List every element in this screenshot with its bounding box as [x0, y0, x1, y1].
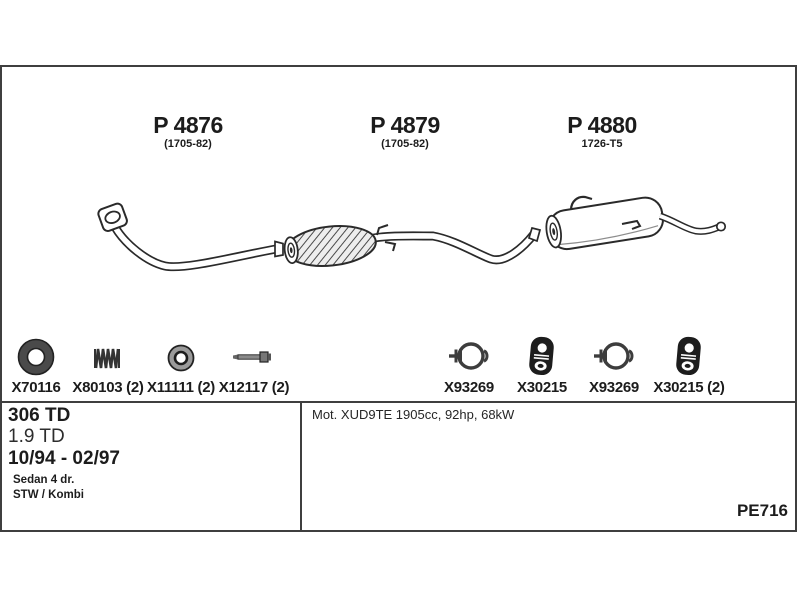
hardware-part-code: X30215: [517, 379, 567, 396]
assembly-variant: (1705-82): [164, 138, 212, 151]
tailpipe: [660, 216, 725, 231]
assembly-part-number: P 4876: [153, 112, 223, 138]
assembly-part-number: P 4879: [370, 112, 440, 138]
rear-muffler: [544, 195, 666, 252]
assembly-label-rear-muffler: [517, 113, 687, 150]
vehicle-info-box: [8, 405, 120, 504]
production-period: 10/94 - 02/97: [8, 447, 120, 469]
pipe-clamp-icon: [590, 336, 638, 378]
hardware-item: [650, 337, 728, 396]
vehicle-engine: 1.9 TD: [8, 426, 65, 448]
front-pipe: [97, 202, 283, 266]
info-divider-horizontal: [0, 401, 797, 403]
hardware-part-code: X30215 (2): [653, 379, 725, 396]
hardware-part-code: X11111 (2): [147, 379, 215, 396]
hardware-part-code: X12117 (2): [218, 379, 290, 396]
hardware-part-code: X80103 (2): [72, 379, 144, 396]
washer-icon: [159, 338, 203, 378]
hardware-part-code: X93269: [589, 379, 639, 396]
spring-icon: [86, 338, 130, 378]
vehicle-model: 306 TD: [8, 405, 71, 426]
hardware-item: [430, 337, 508, 396]
hardware-item: [503, 337, 581, 396]
engine-spec: Mot. XUD9TE 1905cc, 92hp, 68kW: [312, 407, 515, 422]
hardware-item: [575, 337, 653, 396]
front-flange: [97, 202, 128, 232]
assembly-variant: 1726-T5: [581, 138, 623, 151]
pipe-clamp-icon: [445, 336, 493, 378]
exhaust-diagram: [85, 188, 735, 306]
hardware-part-code: X93269: [444, 379, 494, 396]
hardware-item: [0, 337, 75, 396]
gasket-ring-icon: [14, 338, 58, 378]
rubber-hanger-icon: [672, 334, 706, 378]
assembly-label-front-pipe: [103, 113, 273, 150]
rubber-hanger-icon: [525, 334, 559, 378]
middle-muffler: [283, 222, 378, 270]
body-style: STW / Kombi: [13, 489, 84, 502]
hardware-part-code: X70116: [11, 379, 61, 396]
document-code: PE716: [736, 501, 788, 520]
info-divider-vertical: [300, 401, 302, 532]
hardware-item: [69, 337, 147, 396]
hardware-item: [215, 337, 293, 396]
assembly-label-middle-muffler: [320, 113, 490, 150]
hardware-item: [142, 337, 220, 396]
assembly-part-number: P 4880: [567, 112, 637, 138]
body-style: Sedan 4 dr.: [13, 473, 75, 486]
bolt-icon: [230, 338, 278, 378]
assembly-variant: (1705-82): [381, 138, 429, 151]
mount-bracket: [385, 242, 395, 251]
